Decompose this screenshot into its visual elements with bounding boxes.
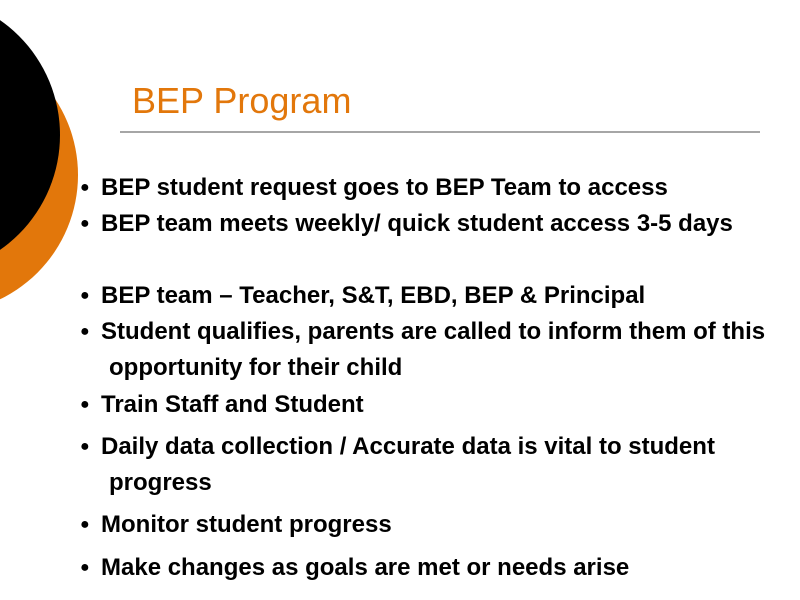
title-divider: [120, 131, 760, 133]
bullet-dot-icon: ●: [80, 516, 90, 533]
bullet-dot-icon: ●: [80, 215, 90, 232]
bullet-item: [80, 550, 780, 586]
bullet-text: Train Staff and Student: [101, 391, 364, 418]
bullet-item: [80, 429, 780, 501]
bullet-item: [80, 170, 780, 206]
bullet-text: BEP team meets weekly/ quick student access 3-5 days: [101, 210, 733, 237]
decorative-circles: [0, 0, 200, 320]
bullet-dot-icon: ●: [80, 438, 90, 455]
bullet-text: Monitor student progress: [101, 511, 392, 538]
bullet-dot-icon: ●: [80, 287, 90, 304]
bullet-text: Student qualifies, parents are called to inform them of this opportunity for their child: [101, 318, 766, 381]
bullet-text: BEP team – Teacher, S&T, EBD, BEP & Principal: [101, 282, 646, 309]
bullet-dot-icon: ●: [80, 396, 90, 413]
bullet-item: [80, 387, 780, 423]
bullet-item: [80, 507, 780, 543]
bullet-item: [80, 314, 780, 386]
bullet-dot-icon: ●: [80, 179, 90, 196]
bullet-text: Daily data collection / Accurate data is vital to student progress: [101, 433, 715, 496]
bullet-text: BEP student request goes to BEP Team to access: [101, 174, 668, 201]
bullet-item: [80, 278, 780, 314]
bullet-item: [80, 206, 780, 242]
bullet-text: Make changes as goals are met or needs arise: [101, 554, 630, 581]
bullet-dot-icon: ●: [80, 559, 90, 576]
slide-title: BEP Program: [132, 80, 352, 121]
bullet-dot-icon: ●: [80, 323, 90, 340]
